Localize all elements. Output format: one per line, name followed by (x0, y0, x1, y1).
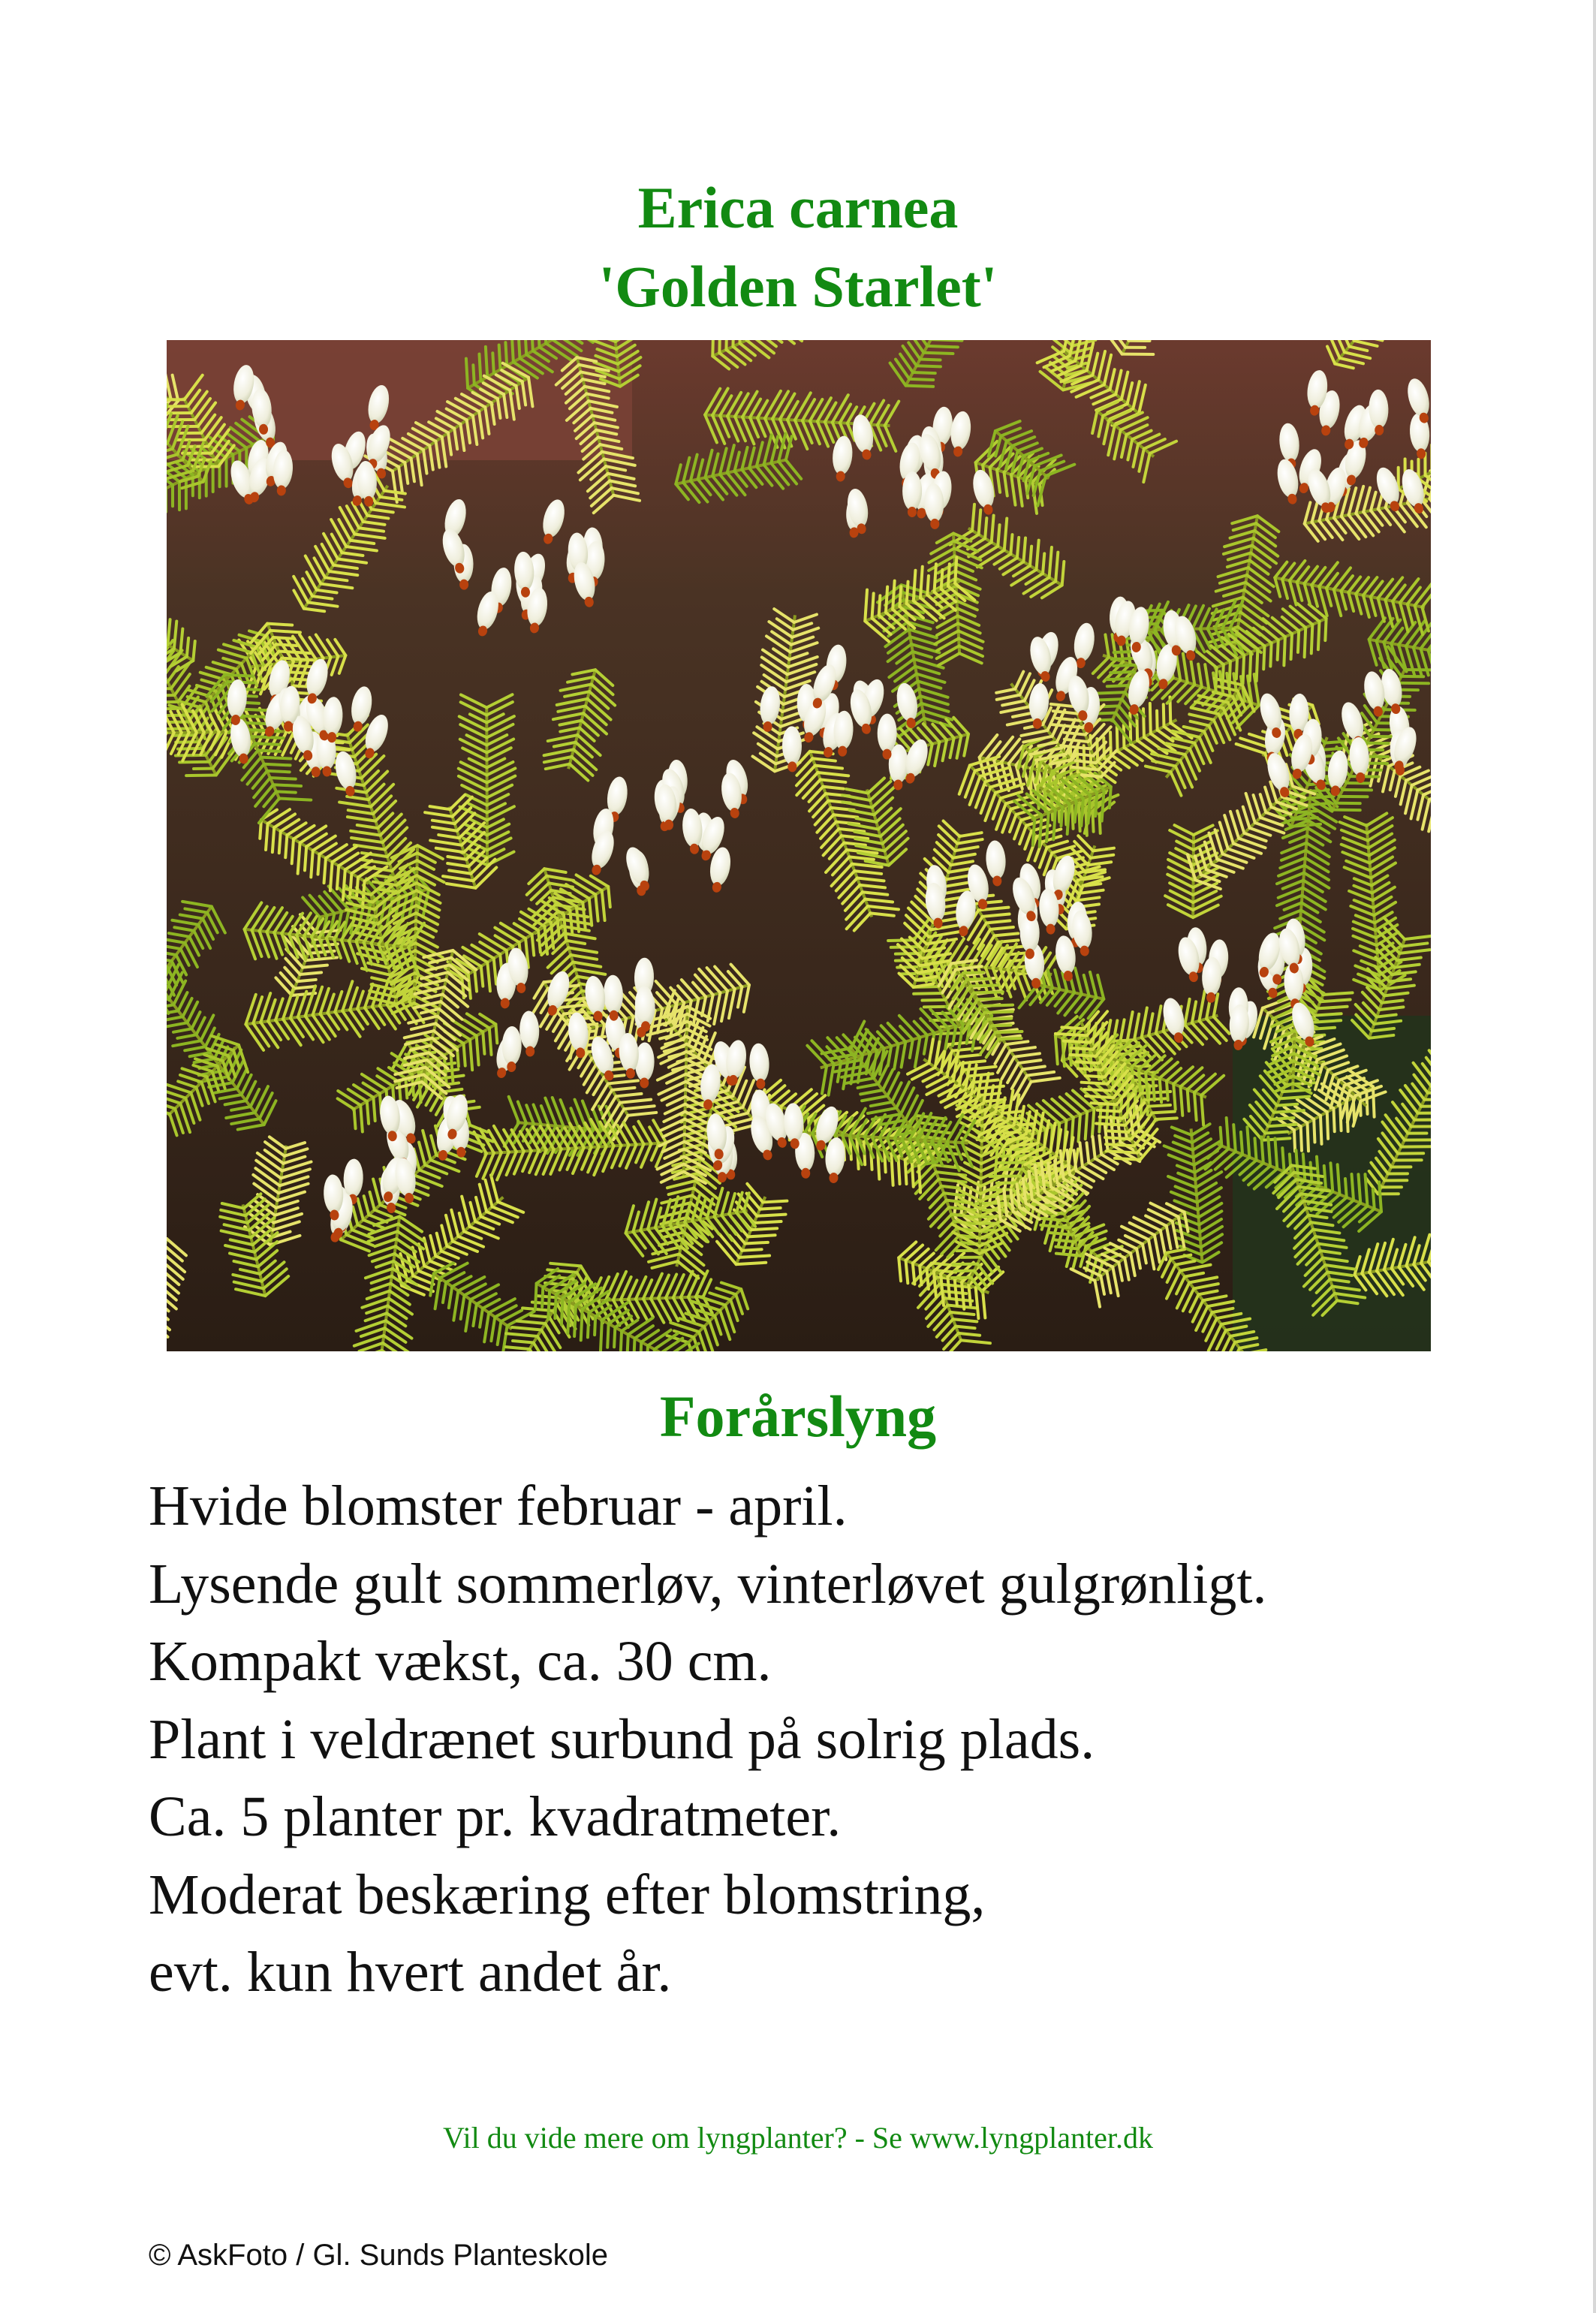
page-edge-shadow (1593, 0, 1596, 2313)
description-line: Moderat beskæring efter blomstring, (149, 1863, 986, 1926)
photo-credit: © AskFoto / Gl. Sunds Planteskole (149, 2239, 608, 2272)
more-info-link-text: Vil du vide mere om lyngplanter? - Se www.lyngplanter.dk (443, 2121, 1153, 2155)
plant-cultivar-name: 'Golden Starlet' (598, 254, 998, 319)
plant-common-name: Forårslyng (659, 1384, 937, 1449)
plant-photo (167, 340, 1431, 1351)
plant-latin-name: Erica carnea (637, 175, 959, 240)
description-line: Plant i veldrænet surbund på solrig plads. (149, 1707, 1095, 1771)
description-line: Ca. 5 planter pr. kvadratmeter. (149, 1785, 842, 1848)
description-line: Lysende gult sommerløv, vinterløvet gulgrønligt. (149, 1552, 1267, 1616)
description-line: Hvide blomster februar - april. (149, 1474, 848, 1537)
description-line: evt. kun hvert andet år. (149, 1941, 672, 2004)
description-line: Kompakt vækst, ca. 30 cm. (149, 1630, 772, 1693)
plant-description (149, 1468, 1537, 2012)
